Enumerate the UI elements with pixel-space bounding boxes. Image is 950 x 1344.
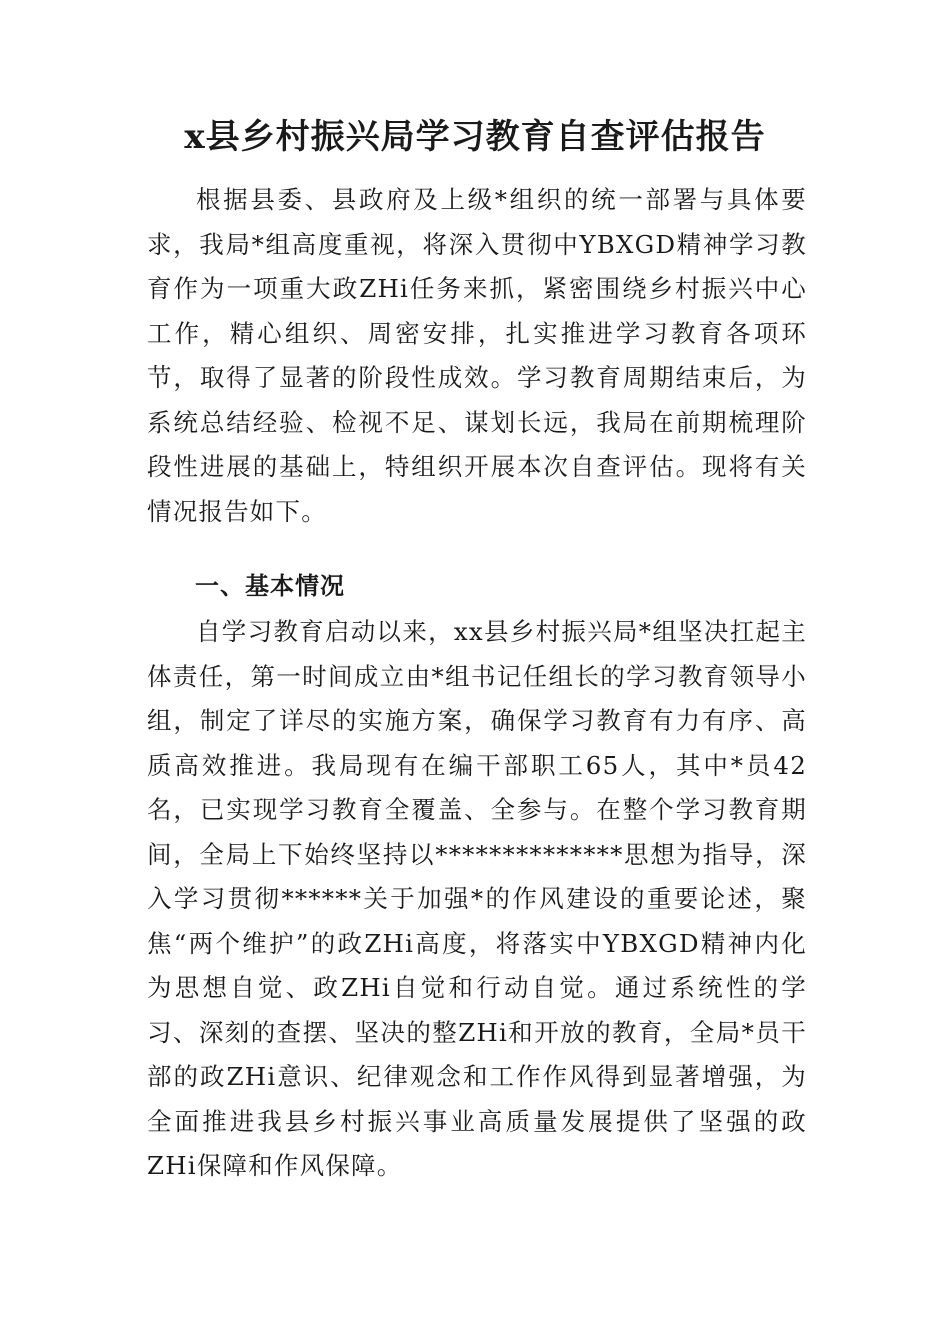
basic-situation-paragraph: 自学习教育启动以来，xx县乡村振兴局*组坚决扛起主体责任，第一时间成立由*组书记任组长的学习教育领导小组，制定了详尽的实施方案，确保学习教育有力有序、高质高效推进。我局现有在编干部职工65人，其中*员42名，已实现学习教育全覆盖、全参与。在整个学习教育期间，全局上下始终坚持以**************思想为指导，深入学习贯彻******关于加强*的作风建设的重要论述，聚焦“两个维护”的政ZHi高度，将落实中YBXGD精神内化为思想自觉、政ZHi自觉和行动自觉。通过系统性的学习、深刻的查摆、坚决的整ZHi和开放的教育，全局*员干部的政ZHi意识、纪律观念和工作作风得到显著增强，为全面推进我县乡村振兴事业高质量发展提供了坚强的政ZHi保障和作风保障。 <box>147 617 807 1180</box>
intro-paragraph: 根据县委、县政府及上级*组织的统一部署与具体要求，我局*组高度重视，将深入贯彻中YBXGD精神学习教育作为一项重大政ZHi任务来抓，紧密围绕乡村振兴中心工作，精心组织、周密安排，扎实推进学习教育各项环节，取得了显著的阶段性成效。学习教育周期结束后，为系统总结经验、检视不足、谋划长远，我局在前期梳理阶段性进展的基础上，特组织开展本次自查评估。现将有关情况报告如下。 <box>147 185 807 526</box>
document-title: x县乡村振兴局学习教育自查评估报告 <box>184 117 766 157</box>
section-heading-basic-situation: 一、基本情况 <box>195 572 345 600</box>
